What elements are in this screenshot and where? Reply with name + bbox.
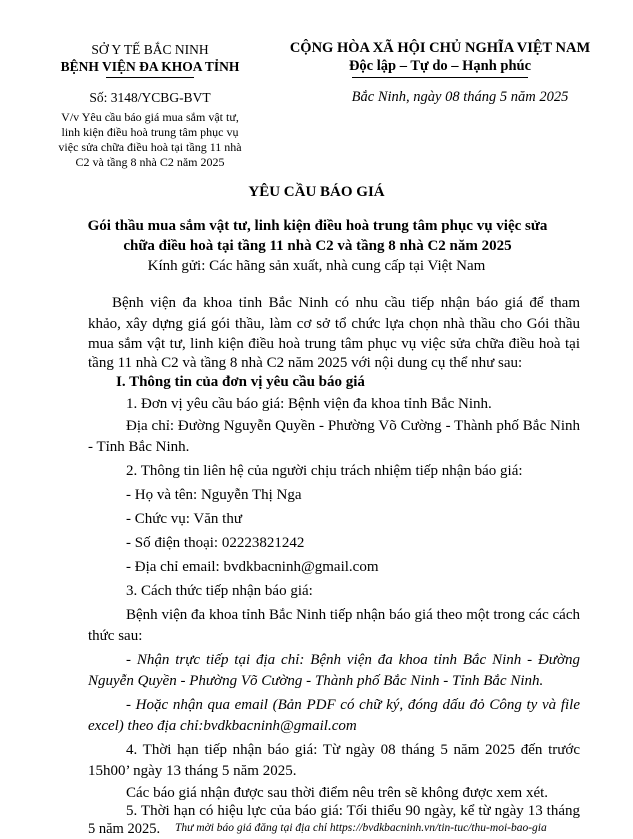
intro-paragraph	[88, 315, 580, 374]
package-name	[30, 216, 605, 256]
document-title: YÊU CẦU BÁO GIÁ	[248, 184, 385, 200]
method-2: - Hoặc nhận qua email (Bản PDF có chữ ký, đóng dấu đỏ Công ty và file	[126, 697, 580, 713]
org-underline	[106, 77, 194, 78]
address-line-1	[126, 418, 580, 435]
country-motto: Độc lập – Tự do – Hạnh phúc	[348, 58, 532, 74]
contact-email: - Địa chỉ email: bvdkbacninh@gmail.com	[126, 559, 379, 575]
motto-underline	[352, 77, 528, 78]
document-date: Bắc Ninh, ngày 08 tháng 5 năm 2025	[351, 89, 569, 105]
subject-line: C2 và tầng 8 nhà C2 năm 2025	[75, 155, 225, 169]
address-line-2: - Tỉnh Bắc Ninh.	[88, 439, 190, 455]
contact-name: - Họ và tên: Nguyễn Thị Nga	[126, 487, 302, 503]
item-5-line-1	[126, 803, 580, 820]
item-5: 5. Thời hạn có hiệu lực của báo giá: Tối thiểu 90 ngày, kể từ ngày 13 tháng	[126, 803, 580, 819]
item-3-desc-line-2: thức sau:	[88, 628, 143, 644]
item-3-desc: Bệnh viện đa khoa tỉnh Bắc Ninh tiếp nhận báo giá theo một trong các cách	[126, 607, 580, 623]
intro-first-line	[112, 295, 580, 312]
subject-line: V/v Yêu cầu báo giá mua sắm vật tư,	[61, 110, 239, 124]
intro-line: Bệnh viện đa khoa tỉnh Bắc Ninh có nhu cầu tiếp nhận báo giá để tham	[112, 295, 580, 311]
country-name: CỘNG HÒA XÃ HỘI CHỦ NGHĨA VIỆT NAM	[289, 40, 591, 56]
footer-note: Thư mời báo giá đăng tại địa chỉ https://bvdkbacninh.vn/tin-tuc/thu-moi-bao-gia	[175, 822, 547, 834]
intro-line: khảo, xây dựng giá gói thầu, làm cơ sở tổ chức lựa chọn nhà thầu cho Gói thầu	[88, 316, 580, 332]
intro-line: tầng 11 nhà C2 và tầng 8 nhà C2 năm 2025 với nội dung cụ thể như sau:	[88, 355, 523, 371]
method-1-line-2: Nguyễn Quyền - Phường Võ Cường - Thành phố Bắc Ninh - Tỉnh Bắc Ninh.	[88, 673, 544, 689]
method-1: - Nhận trực tiếp tại địa chỉ: Bệnh viện đa khoa tỉnh Bắc Ninh - Đường	[126, 652, 580, 668]
recipient: Kính gửi: Các hãng sản xuất, nhà cung cấp tại Việt Nam	[147, 258, 486, 274]
item-4-note: Các báo giá nhận được sau thời điểm nêu trên sẽ không được xem xét.	[126, 785, 549, 801]
contact-position: - Chức vụ: Văn thư	[126, 511, 242, 527]
method-2-line-2: excel) theo địa chỉ:bvdkbacninh@gmail.com	[88, 718, 357, 734]
contact-phone: - Số điện thoại: 02223821242	[126, 535, 305, 551]
subject-line: linh kiện điều hoà trung tâm phục vụ	[61, 125, 239, 139]
item-1: 1. Đơn vị yêu cầu báo giá: Bệnh viện đa khoa tỉnh Bắc Ninh.	[126, 396, 492, 412]
item-3: 3. Cách thức tiếp nhận báo giá:	[126, 583, 313, 599]
method-2-line-1	[126, 697, 580, 714]
document-subject	[55, 110, 245, 170]
method-1-line-1	[126, 652, 580, 669]
item-2: 2. Thông tin liên hệ của người chịu trách nhiệm tiếp nhận báo giá:	[126, 463, 523, 479]
item-3-desc-line-1	[126, 607, 580, 624]
org-parent: SỞ Y TẾ BẮC NINH	[91, 42, 209, 57]
section-heading: I. Thông tin của đơn vị yêu cầu báo giá	[116, 374, 365, 390]
item-4-line-2: 15h00’ ngày 13 tháng 5 năm 2025.	[88, 763, 297, 779]
org-name: BỆNH VIỆN ĐA KHOA TỈNH	[60, 59, 240, 74]
package-line: chữa điều hoà tại tầng 11 nhà C2 và tầng 8 nhà C2 năm 2025	[123, 238, 512, 254]
item-4: 4. Thời hạn tiếp nhận báo giá: Từ ngày 08 tháng 5 năm 2025 đến trước	[126, 742, 580, 758]
item-5-line-2: 5 năm 2025.	[88, 821, 161, 837]
document-number: Số: 3148/YCBG-BVT	[89, 90, 211, 105]
address-line: Địa chỉ: Đường Nguyễn Quyền - Phường Võ Cường - Thành phố Bắc Ninh	[126, 418, 580, 434]
package-line: Gói thầu mua sắm vật tư, linh kiện điều hoà trung tâm phục vụ việc sửa	[87, 218, 548, 234]
intro-line: mua sắm vật tư, linh kiện điều hoà trung tâm phục vụ việc sửa chữa điều hoà tại	[88, 335, 580, 352]
item-4-line-1	[126, 742, 580, 759]
subject-line: việc sửa chữa điều hoà tại tầng 11 nhà	[58, 140, 242, 154]
